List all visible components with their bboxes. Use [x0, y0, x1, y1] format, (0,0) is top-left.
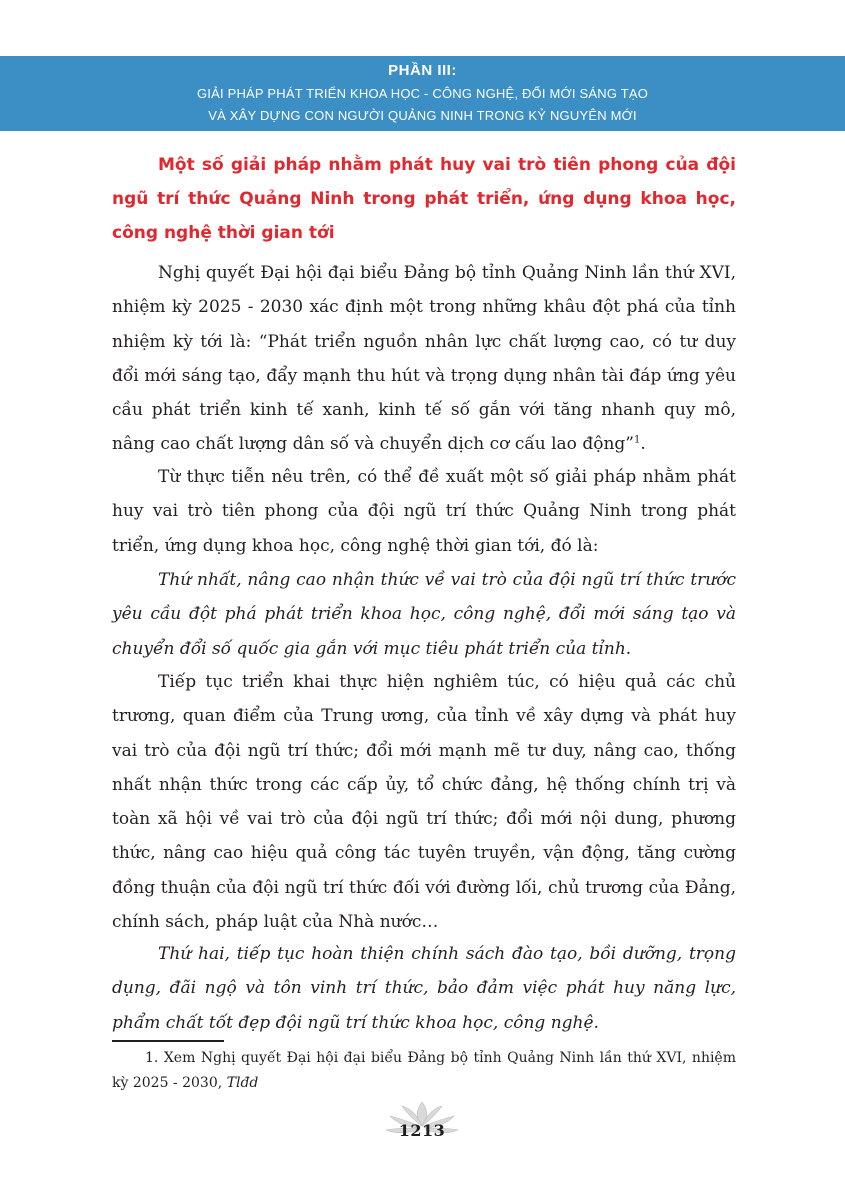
section-heading: Một số giải pháp nhằm phát huy vai trò tiên phong của đội ngũ trí thức Quảng Ninh trong phát triển, ứng dụng khoa học, công nghệ thời gian tới	[112, 155, 736, 243]
part-banner	[0, 56, 845, 131]
paragraph-3-italic: Thứ nhất, nâng cao nhận thức về vai trò của đội ngũ trí thức trước yêu cầu đột phá phát triển khoa học, công nghệ, đổi mới sáng tạo và chuyển đổi số quốc gia gắn với mục tiêu phát triển của tỉnh.	[112, 570, 736, 659]
footnote	[112, 1046, 736, 1096]
paragraph-5-italic: Thứ hai, tiếp tục hoàn thiện chính sách đào tạo, bồi dưỡng, trọng dụng, đãi ngộ và tôn vinh trí thức, bảo đảm việc phát huy năng lực, phẩm chất tốt đẹp đội ngũ trí thức khoa học, công nghệ.	[112, 944, 736, 1033]
footnote-divider	[112, 1040, 224, 1042]
paragraph-1	[112, 256, 736, 462]
paragraph-1-end: .	[640, 434, 646, 455]
paragraph-2: Từ thực tiễn nêu trên, có thể đề xuất một số giải pháp nhằm phát huy vai trò tiên phong của đội ngũ trí thức Quảng Ninh trong phát triển, ứng dụng khoa học, công nghệ thời gian tới, đó là:	[112, 467, 736, 556]
page-number: 1213	[398, 1121, 446, 1140]
part-title: PHẦN III:	[388, 62, 457, 79]
paragraph-1-text: Nghị quyết Đại hội đại biểu Đảng bộ tỉnh Quảng Ninh lần thứ XVI, nhiệm kỳ 2025 - 2030 xác định một trong những khâu đột phá của tỉnh nhiệm kỳ tới là: “Phát triển nguồn nhân lực chất lượng cao, có tư duy đổi mới sáng tạo, đẩy mạnh thu hút và trọng dụng nhân tài đáp ứng yêu cầu phát triển kinh tế xanh, kinh tế số gắn với tăng nhanh quy mô, nâng cao chất lượng dân số và chuyển dịch cơ cấu lao động”	[112, 263, 736, 455]
footnote-italic: Tlđd	[226, 1075, 259, 1091]
footnote-ref: 1	[633, 434, 641, 446]
part-subtitle-line1: GIẢI PHÁP PHÁT TRIỂN KHOA HỌC - CÔNG NGHỆ, ĐỔI MỚI SÁNG TẠO	[196, 86, 649, 101]
part-subtitle-line2: VÀ XÂY DỰNG CON NGƯỜI QUẢNG NINH TRONG KỶ NGUYÊN MỚI	[208, 108, 637, 123]
paragraph-4: Tiếp tục triển khai thực hiện nghiêm túc, có hiệu quả các chủ trương, quan điểm của Trung ương, của tỉnh về xây dựng và phát huy vai trò của đội ngũ trí thức; đổi mới mạnh mẽ tư duy, nâng cao, thống nhất nhận thức trong các cấp ủy, tổ chức đảng, hệ thống chính trị và toàn xã hội về vai trò của đội ngũ trí thức; đổi mới nội dung, phương thức, nâng cao hiệu quả công tác tuyên truyền, vận động, tăng cường đồng thuận của đội ngũ trí thức đối với đường lối, chủ trương của Đảng, chính sách, pháp luật của Nhà nước…	[112, 672, 736, 933]
footnote-text: 1. Xem Nghị quyết Đại hội đại biểu Đảng bộ tỉnh Quảng Ninh lần thứ XVI, nhiệm kỳ 2025 - 2030,	[112, 1050, 736, 1091]
